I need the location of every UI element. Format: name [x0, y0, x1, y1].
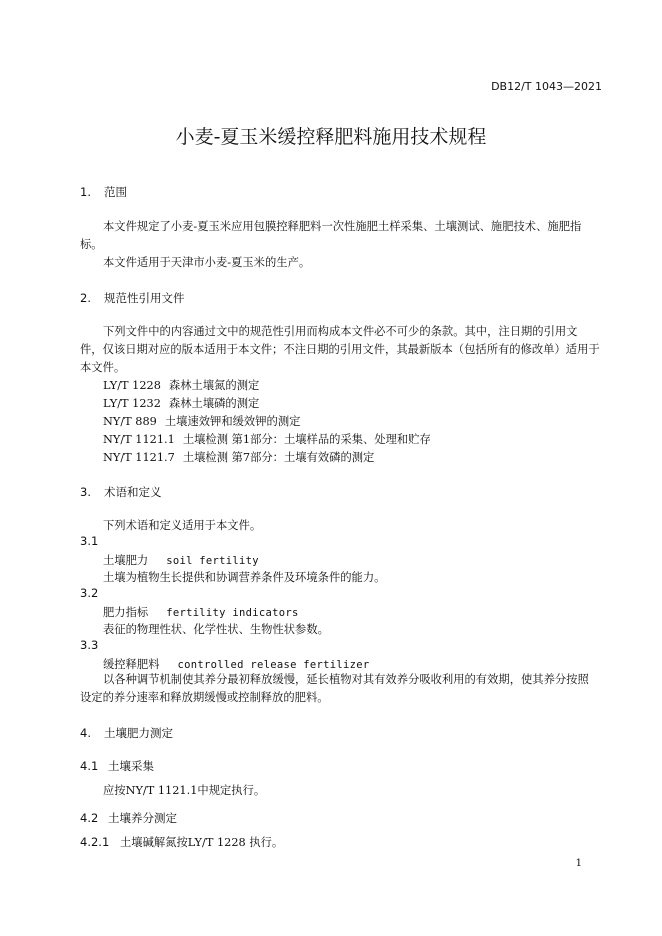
reference-code: NY/T 1121.7 [103, 451, 175, 464]
reference-title: 土壤速效钾和缓效钾的测定 [164, 415, 301, 428]
page-number: 1 [575, 858, 582, 869]
term-entry [103, 552, 259, 568]
term-english: fertility indicators [166, 607, 299, 619]
section-number: 4. [80, 726, 91, 740]
document-title: 小麦-夏玉米缓控释肥料施用技术规程 [175, 126, 487, 148]
section-number: 2. [80, 291, 91, 305]
paragraph: 本文件适用于天津市小麦-夏玉米的生产。 [103, 256, 311, 269]
reference-item [103, 449, 374, 465]
term-chinese: 土壤肥力 [103, 554, 149, 567]
reference-title: 森林土壤氮的测定 [168, 379, 260, 392]
clause-4-2-1 [80, 834, 283, 850]
term-number: 3.3 [80, 638, 99, 652]
term-english: controlled release fertilizer [177, 659, 370, 671]
reference-code: LY/T 1228 [103, 379, 161, 392]
reference-code: NY/T 1121.1 [103, 433, 175, 446]
term-definition: 以各种调节机制使其养分最初释放缓慢，延长植物对其有效养分吸收利用的有效期，使其养分按照设定的养分速率和释放期缓慢或控制释放的肥料。 [80, 673, 589, 704]
subsection-number: 4.1 [80, 759, 99, 773]
reference-item [103, 395, 259, 411]
paragraph: 下列术语和定义适用于本文件。 [103, 519, 262, 532]
term-entry [103, 656, 370, 672]
term-number: 3.1 [80, 534, 99, 548]
clause-number: 4.2.1 [80, 835, 110, 849]
paragraph: 下列文件中的内容通过文中的规范性引用而构成本文件必不可少的条款。其中，注日期的引用文件，仅该日期对应的版本适用于本文件；不注日期的引用文件，其最新版本（包括所有的修改单）适用于本文件。 [80, 325, 600, 374]
reference-code: NY/T 889 [103, 415, 157, 428]
subsection-title: 土壤养分测定 [108, 811, 177, 825]
term-number: 3.2 [80, 586, 99, 600]
section-2-heading [80, 290, 185, 306]
section-title: 术语和定义 [104, 485, 162, 499]
subsection-number: 4.2 [80, 811, 99, 825]
term-definition: 表征的物理性状、化学性状、生物性状参数。 [103, 623, 329, 636]
term-definition: 土壤为植物生长提供和协调营养条件及环境条件的能力。 [103, 571, 386, 584]
subsection-heading [80, 810, 177, 826]
reference-title: 土壤检测 第7部分：土壤有效磷的测定 [182, 451, 375, 464]
reference-item [103, 377, 259, 393]
paragraph: 本文件规定了小麦-夏玉米应用包膜控释肥料一次性施肥土样采集、土壤测试、施肥技术、施肥指标。 [80, 220, 582, 251]
section-number: 1. [80, 185, 91, 199]
reference-item [103, 431, 431, 447]
section-title: 范围 [104, 185, 127, 199]
reference-title: 森林土壤磷的测定 [168, 397, 260, 410]
clause-text: 土壤碱解氮按LY/T 1228 执行。 [120, 836, 284, 849]
section-title: 土壤肥力测定 [104, 726, 173, 740]
term-chinese: 缓控释肥料 [103, 658, 160, 671]
subsection-heading [80, 758, 154, 774]
term-entry [103, 604, 299, 620]
reference-code: LY/T 1232 [103, 397, 161, 410]
paragraph: 应按NY/T 1121.1中规定执行。 [103, 784, 266, 797]
section-4-heading [80, 725, 173, 741]
reference-item [103, 413, 300, 429]
reference-title: 土壤检测 第1部分：土壤样品的采集、处理和贮存 [182, 433, 431, 446]
section-title: 规范性引用文件 [104, 291, 185, 305]
section-3-heading [80, 484, 162, 500]
subsection-title: 土壤采集 [108, 759, 154, 773]
standard-number: DB12/T 1043—2021 [491, 80, 602, 93]
term-english: soil fertility [166, 555, 259, 567]
section-1-heading [80, 184, 127, 200]
term-chinese: 肥力指标 [103, 606, 149, 619]
section-number: 3. [80, 485, 91, 499]
